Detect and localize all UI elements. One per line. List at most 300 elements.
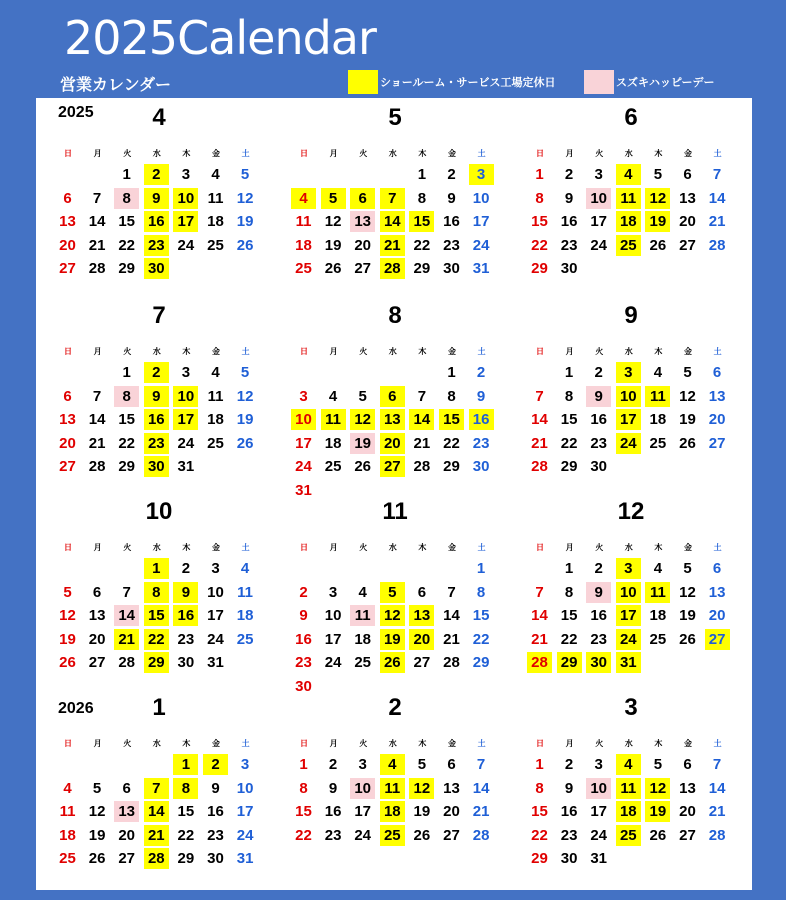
- day-cell: 12: [409, 778, 434, 799]
- day-cell: 22: [177, 826, 195, 844]
- day-cell: 30: [295, 678, 312, 695]
- day-cell: 14: [380, 211, 405, 232]
- day-cell: 11: [321, 409, 346, 430]
- day-cell: 31: [207, 654, 224, 672]
- day-cell: 30: [590, 458, 608, 476]
- day-cell: 21: [531, 630, 548, 648]
- day-cell: 25: [616, 235, 641, 256]
- day-cell: 22: [560, 630, 578, 648]
- month-2026-3: [526, 694, 736, 884]
- day-cell: 4: [616, 164, 641, 185]
- day-cell: 20: [354, 236, 372, 254]
- day-cell: 17: [590, 803, 608, 821]
- day-cell: 9: [586, 386, 611, 407]
- day-cell: 28: [380, 258, 405, 279]
- day-cell: 8: [535, 779, 544, 797]
- day-cell: 24: [590, 826, 608, 844]
- day-cell: 19: [236, 213, 254, 231]
- day-cell: 7: [712, 756, 722, 773]
- day-cell: 4: [358, 583, 367, 601]
- weekday-label: 水: [624, 543, 633, 552]
- weekday-label: 水: [388, 149, 397, 158]
- weekday-label: 土: [241, 739, 250, 748]
- day-cell: 17: [472, 213, 490, 231]
- weekday-label: 日: [536, 739, 544, 748]
- day-cell: 12: [59, 607, 76, 625]
- day-cell: 29: [118, 458, 136, 476]
- day-cell: 15: [295, 803, 312, 821]
- day-cell: 23: [324, 826, 342, 844]
- weekday-label: 木: [182, 347, 191, 356]
- weekday-label: 水: [388, 347, 397, 356]
- weekday-label: 金: [448, 543, 456, 552]
- weekday-label: 火: [595, 347, 604, 356]
- weekday-label: 木: [418, 149, 427, 158]
- weekday-label: 火: [359, 739, 368, 748]
- day-cell: 6: [683, 166, 692, 183]
- weekday-header-row: [526, 148, 736, 160]
- day-cell: 30: [177, 654, 195, 672]
- day-cell: 15: [118, 213, 136, 231]
- day-cell: 24: [354, 826, 372, 844]
- day-cell: 14: [88, 411, 106, 429]
- weekday-header-row: [290, 346, 500, 358]
- day-cell: 22: [531, 236, 548, 254]
- day-cell: 4: [211, 166, 220, 183]
- day-cell: 22: [144, 629, 169, 650]
- day-cell: 1: [173, 754, 198, 775]
- day-cell: 20: [708, 607, 726, 625]
- day-cell: 8: [476, 583, 486, 601]
- day-cell: 28: [118, 654, 136, 672]
- day-cell: 9: [211, 779, 220, 797]
- day-cell: 26: [354, 458, 372, 476]
- weekday-label: 木: [182, 543, 191, 552]
- day-cell: 26: [88, 850, 106, 868]
- day-cell: 24: [616, 433, 641, 454]
- day-cell: 10: [616, 582, 641, 603]
- weekday-label: 日: [64, 347, 72, 356]
- weekday-label: 日: [64, 739, 72, 748]
- day-cell: 6: [92, 583, 102, 601]
- weekday-label: 土: [477, 149, 486, 158]
- day-cell: 21: [472, 803, 490, 821]
- weekday-header-row: [290, 738, 500, 750]
- day-cell: 25: [649, 434, 667, 452]
- weekday-label: 月: [93, 347, 102, 356]
- day-cell: 3: [211, 560, 220, 577]
- month-number: 5: [388, 104, 402, 131]
- month-2025-8: [290, 302, 500, 499]
- weekday-label: 日: [64, 149, 72, 158]
- day-cell: 2: [203, 754, 228, 775]
- weekday-label: 日: [536, 149, 544, 158]
- month-2025-6: [526, 104, 736, 294]
- day-cell: 10: [472, 189, 490, 207]
- day-cell: 13: [708, 387, 726, 405]
- day-cell: 23: [443, 236, 460, 254]
- day-cell: 28: [531, 458, 548, 476]
- weekday-label: 土: [241, 543, 250, 552]
- day-cell: 22: [560, 434, 578, 452]
- day-cell: 24: [236, 826, 254, 844]
- day-cell: 21: [88, 434, 106, 452]
- day-cell: 4: [653, 364, 663, 381]
- day-cell: 22: [295, 826, 312, 844]
- day-cell: 12: [236, 189, 254, 207]
- day-cell: 10: [173, 188, 198, 209]
- weekday-label: 火: [123, 543, 132, 552]
- day-cell: 3: [616, 362, 641, 383]
- weekday-label: 木: [182, 739, 191, 748]
- day-cell: 3: [181, 364, 191, 381]
- day-cell: 15: [409, 211, 434, 232]
- day-cell: 13: [409, 605, 434, 626]
- day-cell: 23: [177, 630, 195, 648]
- day-cell: 9: [144, 386, 169, 407]
- day-cell: 25: [324, 458, 342, 476]
- legend-happy-swatch: [584, 70, 614, 94]
- day-cell: 2: [299, 583, 308, 601]
- day-cell: 26: [324, 260, 342, 278]
- day-cell: 14: [144, 801, 169, 822]
- day-cell: 24: [472, 236, 490, 254]
- weekday-header-row: [54, 738, 264, 750]
- day-cell: 27: [354, 260, 372, 278]
- month-number: 3: [624, 694, 638, 721]
- day-cell: 20: [380, 433, 405, 454]
- day-cell: 26: [649, 236, 667, 254]
- weekday-label: 日: [536, 347, 544, 356]
- weekday-label: 金: [212, 543, 220, 552]
- day-cell: 7: [380, 188, 405, 209]
- day-cell: 16: [590, 411, 608, 429]
- day-cell: 20: [88, 630, 106, 648]
- day-cell: 8: [114, 386, 139, 407]
- weekday-label: 金: [212, 347, 220, 356]
- day-cell: 5: [683, 364, 692, 381]
- day-cell: 31: [236, 850, 254, 868]
- weekday-label: 火: [359, 149, 368, 158]
- month-number: 2: [388, 694, 402, 721]
- day-cell: 8: [299, 779, 308, 797]
- day-cell: 28: [472, 826, 490, 844]
- day-cell: 29: [472, 654, 490, 672]
- day-cell: 21: [708, 213, 726, 231]
- day-cell: 24: [207, 630, 224, 648]
- day-cell: 7: [712, 166, 722, 183]
- day-cell: 25: [380, 825, 405, 846]
- day-cell: 4: [240, 560, 250, 577]
- day-cell: 4: [211, 364, 220, 381]
- day-cell: 6: [417, 583, 427, 601]
- day-cell: 26: [236, 236, 254, 254]
- day-cell: 12: [380, 605, 405, 626]
- day-cell: 20: [409, 629, 434, 650]
- day-cell: 7: [476, 756, 486, 773]
- day-cell: 20: [708, 411, 726, 429]
- day-cell: 27: [380, 456, 405, 477]
- weekday-label: 月: [565, 149, 574, 158]
- day-cell: 15: [531, 803, 548, 821]
- day-cell: 19: [645, 801, 670, 822]
- day-cell: 8: [564, 583, 574, 601]
- weekday-header-row: [54, 148, 264, 160]
- weekday-label: 金: [448, 347, 456, 356]
- day-cell: 18: [324, 434, 342, 452]
- weekday-header-row: [290, 148, 500, 160]
- day-cell: 17: [354, 803, 372, 821]
- day-cell: 2: [476, 364, 486, 381]
- month-2026-1: [54, 694, 264, 884]
- day-cell: 14: [531, 607, 548, 625]
- day-cell: 21: [413, 434, 431, 452]
- day-cell: 10: [173, 386, 198, 407]
- day-cell: 16: [443, 213, 460, 231]
- day-cell: 18: [649, 411, 667, 429]
- day-cell: 26: [649, 826, 667, 844]
- day-cell: 23: [560, 236, 578, 254]
- day-cell: 11: [350, 605, 375, 626]
- day-cell: 13: [679, 189, 696, 207]
- month-number: 8: [388, 302, 402, 329]
- day-cell: 22: [118, 236, 136, 254]
- day-cell: 9: [144, 188, 169, 209]
- day-cell: 21: [531, 434, 548, 452]
- day-cell: 13: [679, 779, 696, 797]
- day-cell: 22: [118, 434, 136, 452]
- day-cell: 18: [295, 236, 312, 254]
- month-number: 7: [152, 302, 166, 329]
- day-cell: 16: [560, 213, 578, 231]
- day-cell: 30: [443, 260, 460, 278]
- weekday-label: 水: [152, 543, 161, 552]
- weekday-label: 土: [713, 347, 722, 356]
- day-cell: 12: [645, 778, 670, 799]
- day-cell: 3: [358, 756, 367, 773]
- day-cell: 3: [181, 166, 191, 183]
- weekday-label: 火: [123, 347, 132, 356]
- day-cell: 17: [324, 630, 342, 648]
- day-cell: 19: [59, 630, 76, 648]
- day-cell: 8: [173, 778, 198, 799]
- day-cell: 30: [560, 260, 578, 278]
- weekday-label: 土: [477, 347, 486, 356]
- day-cell: 3: [240, 756, 250, 773]
- month-2026-2: [290, 694, 500, 884]
- day-cell: 30: [144, 258, 169, 279]
- day-cell: 9: [328, 779, 338, 797]
- month-2025-4: [54, 104, 264, 294]
- day-cell: 25: [354, 654, 372, 672]
- day-cell: 13: [59, 213, 76, 231]
- day-cell: 19: [679, 411, 696, 429]
- day-cell: 2: [328, 756, 338, 773]
- day-cell: 31: [616, 652, 641, 673]
- weekday-label: 水: [624, 739, 633, 748]
- day-cell: 13: [380, 409, 405, 430]
- weekday-label: 水: [152, 149, 161, 158]
- weekday-header-row: [526, 346, 736, 358]
- day-cell: 28: [527, 652, 552, 673]
- day-cell: 15: [439, 409, 464, 430]
- month-number: 1: [152, 694, 166, 721]
- day-cell: 29: [531, 260, 548, 278]
- day-cell: 8: [535, 189, 544, 207]
- day-cell: 5: [240, 166, 250, 183]
- weekday-label: 日: [300, 347, 308, 356]
- day-cell: 14: [708, 779, 726, 797]
- weekday-label: 水: [624, 149, 633, 158]
- day-cell: 1: [144, 558, 169, 579]
- weekday-header-row: [54, 346, 264, 358]
- day-cell: 19: [645, 211, 670, 232]
- day-cell: 21: [88, 236, 106, 254]
- day-cell: 8: [417, 189, 427, 207]
- day-cell: 7: [535, 583, 544, 601]
- weekday-label: 水: [624, 347, 633, 356]
- day-cell: 30: [144, 456, 169, 477]
- day-cell: 17: [207, 607, 224, 625]
- day-cell: 23: [295, 654, 312, 672]
- day-cell: 24: [177, 434, 195, 452]
- day-cell: 23: [560, 826, 578, 844]
- day-cell: 28: [88, 458, 106, 476]
- day-cell: 14: [708, 189, 726, 207]
- day-cell: 6: [712, 560, 722, 577]
- day-cell: 18: [616, 211, 641, 232]
- day-cell: 13: [708, 583, 726, 601]
- day-cell: 9: [586, 582, 611, 603]
- day-cell: 25: [207, 236, 224, 254]
- day-cell: 17: [173, 211, 198, 232]
- day-cell: 21: [443, 630, 460, 648]
- weekday-label: 木: [418, 739, 427, 748]
- day-cell: 23: [472, 434, 490, 452]
- day-cell: 17: [616, 605, 641, 626]
- weekday-label: 水: [152, 347, 161, 356]
- day-cell: 5: [653, 166, 663, 183]
- day-cell: 6: [712, 364, 722, 381]
- month-number: 9: [624, 302, 638, 329]
- day-cell: 11: [645, 582, 670, 603]
- day-cell: 1: [122, 364, 131, 381]
- month-number: 10: [145, 498, 173, 525]
- weekday-label: 日: [300, 739, 308, 748]
- day-cell: 29: [557, 652, 582, 673]
- day-cell: 21: [144, 825, 169, 846]
- day-cell: 14: [472, 779, 490, 797]
- day-cell: 4: [328, 387, 338, 405]
- weekday-label: 月: [565, 739, 574, 748]
- day-cell: 29: [560, 458, 578, 476]
- month-2025-12: [526, 498, 736, 688]
- legend-closed-swatch: [348, 70, 378, 94]
- weekday-label: 金: [684, 347, 692, 356]
- day-cell: 15: [531, 213, 548, 231]
- day-cell: 27: [118, 850, 136, 868]
- day-cell: 10: [350, 778, 375, 799]
- weekday-header-row: [54, 542, 264, 554]
- day-cell: 12: [236, 387, 254, 405]
- day-cell: 11: [616, 188, 641, 209]
- day-cell: 31: [590, 850, 608, 868]
- day-cell: 21: [380, 235, 405, 256]
- day-cell: 16: [295, 630, 312, 648]
- weekday-label: 水: [152, 739, 161, 748]
- day-cell: 19: [413, 803, 431, 821]
- weekday-label: 金: [448, 149, 456, 158]
- day-cell: 10: [236, 779, 254, 797]
- day-cell: 11: [237, 583, 254, 601]
- day-cell: 1: [447, 364, 456, 381]
- day-cell: 15: [560, 607, 578, 625]
- weekday-label: 月: [329, 543, 338, 552]
- day-cell: 2: [144, 164, 169, 185]
- year-label-2026: 2026: [58, 700, 94, 717]
- day-cell: 29: [144, 652, 169, 673]
- day-cell: 31: [472, 260, 490, 278]
- day-cell: 8: [144, 582, 169, 603]
- day-cell: 23: [590, 434, 608, 452]
- day-cell: 24: [324, 654, 342, 672]
- day-cell: 3: [594, 166, 603, 183]
- day-cell: 21: [114, 629, 139, 650]
- day-cell: 25: [649, 630, 667, 648]
- year-label-2025: 2025: [58, 104, 94, 121]
- day-cell: 28: [88, 260, 106, 278]
- day-cell: 27: [88, 654, 106, 672]
- day-cell: 4: [291, 188, 316, 209]
- day-cell: 11: [380, 778, 405, 799]
- day-cell: 11: [207, 189, 224, 207]
- day-cell: 1: [122, 166, 131, 183]
- day-cell: 27: [59, 458, 76, 476]
- weekday-label: 月: [329, 149, 338, 158]
- month-number: 4: [152, 104, 166, 131]
- weekday-label: 月: [93, 149, 102, 158]
- day-cell: 8: [564, 387, 574, 405]
- day-cell: 29: [118, 260, 136, 278]
- weekday-label: 日: [300, 149, 308, 158]
- day-cell: 28: [708, 236, 726, 254]
- day-cell: 5: [358, 387, 367, 405]
- day-cell: 1: [564, 560, 574, 577]
- day-cell: 26: [679, 434, 696, 452]
- weekday-label: 木: [654, 543, 663, 552]
- day-cell: 21: [708, 803, 726, 821]
- day-cell: 7: [144, 778, 169, 799]
- weekday-label: 日: [536, 543, 544, 552]
- day-cell: 10: [586, 778, 611, 799]
- day-cell: 29: [413, 260, 431, 278]
- day-cell: 14: [114, 605, 139, 626]
- day-cell: 17: [236, 803, 254, 821]
- day-cell: 13: [350, 211, 375, 232]
- day-cell: 29: [443, 458, 460, 476]
- weekday-label: 金: [684, 739, 692, 748]
- day-cell: 20: [118, 826, 136, 844]
- day-cell: 28: [413, 458, 431, 476]
- day-cell: 16: [469, 409, 494, 430]
- day-cell: 24: [590, 236, 608, 254]
- day-cell: 19: [350, 433, 375, 454]
- weekday-label: 金: [684, 543, 692, 552]
- day-cell: 27: [705, 629, 730, 650]
- day-cell: 1: [476, 560, 486, 577]
- day-cell: 4: [653, 560, 663, 577]
- day-cell: 16: [560, 803, 578, 821]
